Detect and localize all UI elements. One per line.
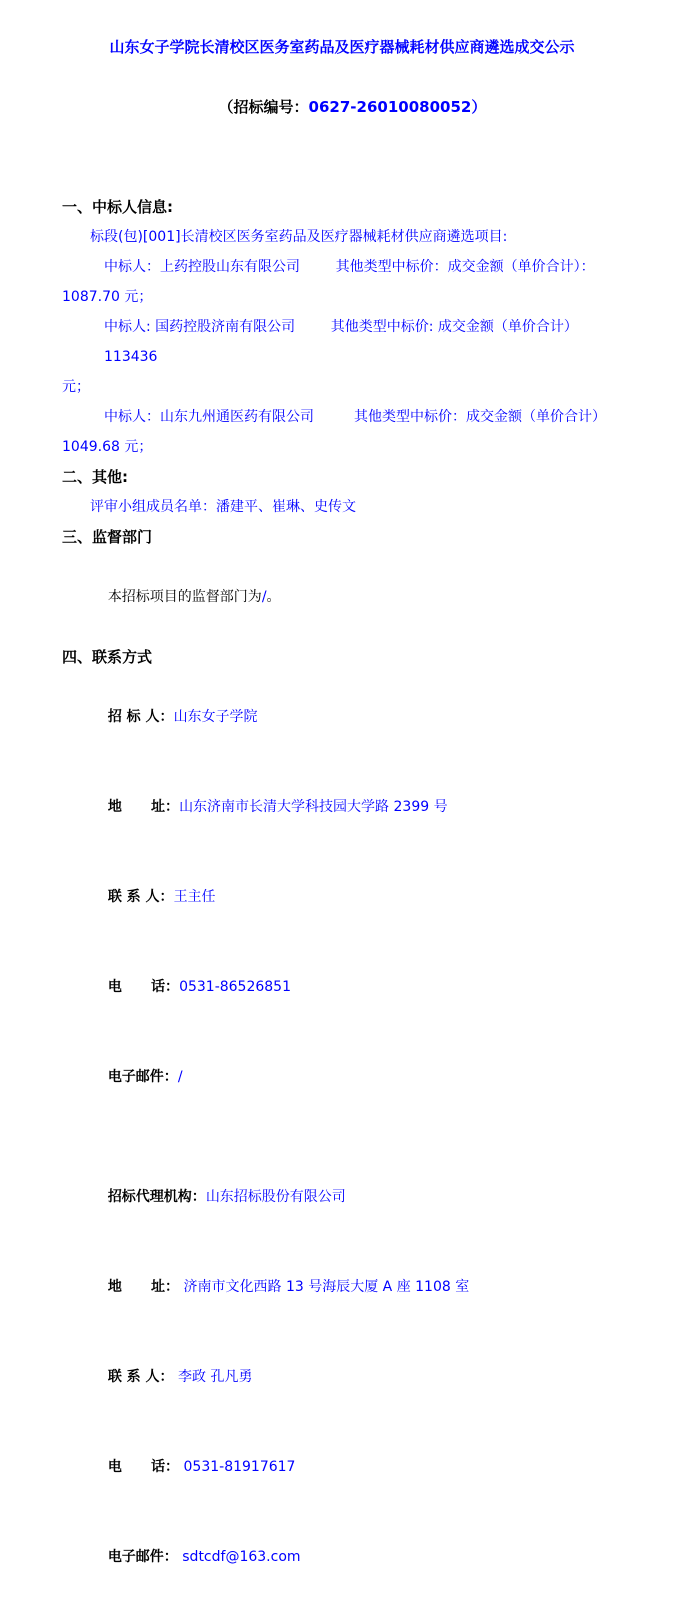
agency-email-label: 电子邮件： (107, 1549, 178, 1565)
page-title: 山东女子学院长清校区医务室药品及医疗器械耗材供应商遴选成交公示 (109, 38, 575, 56)
supervision-text: 本招标项目的监督部门为 (107, 589, 262, 605)
winner-line-3: 中标人：山东九州通医药有限公司 其他类型中标价：成交金额（单价合计） (104, 409, 607, 425)
tender-number-close: ） (471, 98, 487, 116)
winner-line-2: 中标人: 国药控股济南有限公司 其他类型中标价: 成交金额（单价合计）113436 (104, 319, 578, 365)
agency-address-label: 地 址： (107, 1279, 180, 1295)
winner-line-1-wrap: 1087.70 元； (62, 289, 153, 305)
tender-number-line (62, 62, 622, 152)
tenderer-contact-person-row (62, 852, 622, 942)
tenderer-name-label: 招 标 人： (107, 709, 174, 725)
agency-name-label: 招标代理机构： (107, 1189, 206, 1205)
tenderer-phone-label: 电 话： (107, 979, 180, 995)
section-other-heading: 二、其他: (62, 468, 128, 486)
section-supervision-heading: 三、监督部门 (62, 528, 153, 546)
agency-phone-value: 0531-81917617 (179, 1459, 296, 1475)
tender-number-value: 0627-26010080052 (308, 98, 472, 116)
tenderer-address-label: 地 址： (107, 799, 180, 815)
agency-name-row (62, 1152, 622, 1242)
tenderer-contact-person-value: 王主任 (173, 889, 216, 905)
lot-line: 标段(包)[001]长清校区医务室药品及医疗器械耗材供应商遴选项目: (90, 229, 508, 245)
tenderer-email-value: / (177, 1069, 183, 1085)
tenderer-name-value: 山东女子学院 (173, 709, 258, 725)
agency-email-row (62, 1512, 622, 1602)
tenderer-address-value: 山东济南市长清大学科技园大学路 2399 号 (179, 799, 448, 815)
tender-number-label: （招标编号： (218, 98, 309, 116)
agency-contact-person-value: 李政 孔凡勇 (173, 1369, 253, 1385)
tenderer-address-row (62, 762, 622, 852)
agency-contact-person-label: 联 系 人： (107, 1369, 174, 1385)
review-team-line: 评审小组成员名单：潘建平、崔琳、史传文 (90, 499, 356, 515)
agency-phone-label: 电 话： (107, 1459, 180, 1475)
section-contact-heading: 四、联系方式 (62, 648, 153, 666)
agency-contact-person-row (62, 1332, 622, 1422)
tenderer-name-row (62, 672, 622, 762)
winner-line-2-wrap: 元； (62, 379, 90, 395)
agency-phone-row (62, 1422, 622, 1512)
winner-line-3-wrap: 1049.68 元； (62, 439, 153, 455)
section-winner-info-heading: 一、中标人信息: (62, 198, 173, 216)
agency-email-value: sdtcdf@163.com (177, 1549, 301, 1565)
blank-line (62, 1122, 622, 1152)
supervision-line (62, 552, 622, 642)
agency-address-value: 济南市文化西路 13 号海辰大厦 A 座 1108 室 (179, 1279, 470, 1295)
tenderer-email-label: 电子邮件： (107, 1069, 178, 1085)
tenderer-contact-person-label: 联 系 人： (107, 889, 174, 905)
supervision-period: 。 (266, 589, 281, 605)
tenderer-email-row (62, 1032, 622, 1122)
agency-name-value: 山东招标股份有限公司 (205, 1189, 346, 1205)
agency-address-row (62, 1242, 622, 1332)
supervision-value: / (261, 589, 267, 605)
tenderer-phone-value: 0531-86526851 (179, 979, 292, 995)
tenderer-phone-row (62, 942, 622, 1032)
winner-line-1: 中标人：上药控股山东有限公司 其他类型中标价：成交金额（单价合计）： (104, 259, 595, 275)
